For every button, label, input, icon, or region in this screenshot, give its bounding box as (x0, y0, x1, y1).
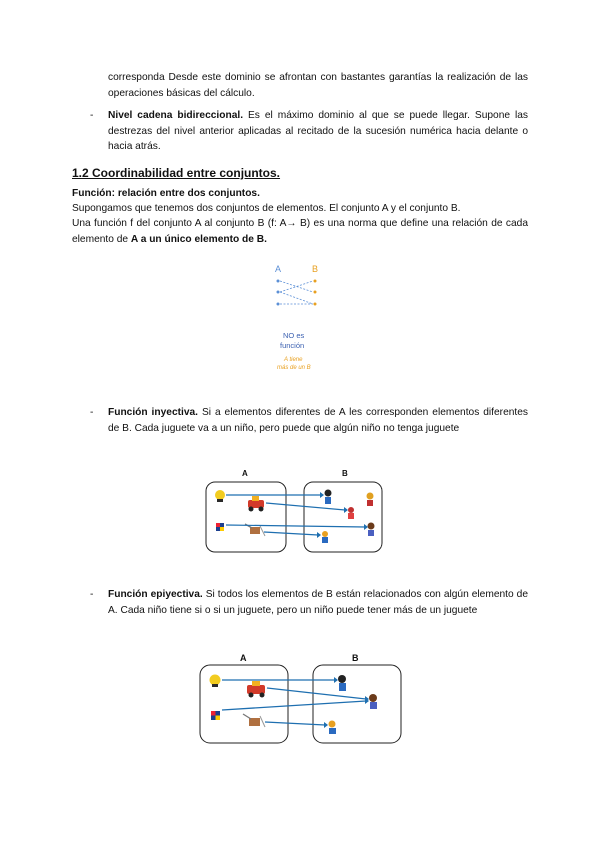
fig3-arrowhead-4 (324, 722, 328, 728)
bidirectional-paragraph (108, 108, 528, 155)
section-line-2-text: Una función f del conjunto A al conjunto B (f: A→ B) es una norma que define una relación de cada elemento de (72, 218, 528, 245)
fig1-arrow-3 (280, 292, 313, 304)
intro-paragraph: corresponda Desde este dominio se afrontan con bastantes garantías la realización de las operaciones básicas del cálculo. (108, 72, 528, 99)
fig1-dot-b3 (314, 303, 317, 306)
fig1-dot-b2 (314, 291, 317, 294)
fig2-arrow-3 (226, 525, 365, 527)
fig2-toy-car-icon (248, 496, 264, 512)
fig3-kid-black-hair-icon (338, 675, 346, 691)
fig1-dot-b1 (314, 280, 317, 283)
bidirectional-bold: Nivel cadena bidireccional. (108, 110, 244, 121)
fig1-caption-2: función (280, 341, 305, 350)
fig1-note-1: A tiene (284, 357, 303, 363)
fig3-toy-car-icon (247, 681, 265, 698)
fig2-arrowhead-3 (364, 524, 368, 530)
epiyectiva-text: Si todos los elementos de B están relacionados con algún elemento de A. Cada niño tiene si o si un juguete, pero un niño puede tener más de un juguete (108, 589, 528, 616)
fig1-label-b: B (312, 264, 319, 274)
fig3-label-a: A (240, 653, 247, 663)
fig2-label-b: B (342, 469, 348, 478)
fig3-kid-yellow-icon (329, 721, 337, 735)
fig3-toy-rubik-icon (211, 711, 220, 720)
fig3-label-b: B (352, 653, 359, 663)
fig3-arrow-4 (265, 722, 325, 725)
section-line-1: Supongamos que tenemos dos conjuntos de elementos. El conjunto A y el conjunto B. (72, 203, 461, 214)
fig2-kid-blonde-icon (367, 493, 374, 507)
injective-diagram (200, 466, 400, 558)
fig2-kid-brown-icon (368, 523, 375, 537)
fig3-toy-pikachu-icon (210, 675, 221, 688)
fig1-caption-1: NO es (283, 331, 305, 340)
fig2-kid-black-hair-icon (325, 490, 332, 505)
epiyectiva-bold: Función epiyectiva. (108, 589, 203, 600)
fig3-arrow-2 (267, 688, 366, 699)
inyectiva-paragraph (108, 405, 528, 436)
section-subheading: Función: relación entre dos conjuntos. (72, 188, 260, 199)
inyectiva-bold: Función inyectiva. (108, 407, 198, 418)
fig2-set-b (304, 482, 382, 552)
section-line-2-bold: A a un único elemento de B. (130, 233, 267, 245)
fig2-kid-yellow-icon (322, 531, 328, 543)
fig1-label-a: A (275, 264, 282, 274)
bullet-dash-epiyectiva: - (90, 589, 94, 600)
fig1-note-2: más de un B (277, 365, 311, 371)
fig2-arrowhead-1 (320, 492, 324, 498)
fig2-kid-red-icon (348, 507, 354, 519)
fig1-dot-a2 (277, 291, 280, 294)
fig1-dot-a3 (277, 303, 280, 306)
fig2-arrowhead-4 (317, 532, 321, 538)
bullet-dash: - (90, 110, 94, 121)
fig3-toy-tools-icon (243, 714, 265, 727)
fig2-arrowhead-2 (344, 507, 348, 513)
not-function-diagram (265, 258, 345, 378)
section-line-2 (72, 216, 528, 247)
fig3-kid-brown-icon (369, 694, 377, 709)
surjective-diagram (195, 648, 415, 748)
fig2-arrow-4 (264, 532, 318, 535)
bidirectional-text: Es el máximo dominio al que se puede llegar. Supone las destrezas del nivel anterior aplicadas al recitado de la sucesión numérica hacia delante o hacia atrás. (108, 110, 529, 152)
epiyectiva-paragraph (108, 587, 528, 618)
fig3-arrowhead-1 (334, 677, 338, 683)
section-heading: 1.2 Coordinabilidad entre conjuntos. (72, 166, 281, 180)
fig2-arrow-2 (266, 503, 345, 510)
inyectiva-text: Si a elementos diferentes de A les corresponden elementos diferentes de B. Cada juguete va a un niño, pero puede que algún niño no tenga juguete (108, 407, 528, 434)
fig2-toy-rubik-icon (216, 523, 224, 531)
fig2-label-a: A (242, 469, 248, 478)
bullet-dash-inyectiva: - (90, 407, 94, 418)
fig3-arrow-3 (222, 701, 366, 710)
fig2-toy-pikachu-icon (215, 490, 225, 502)
fig1-dot-a1 (277, 280, 280, 283)
